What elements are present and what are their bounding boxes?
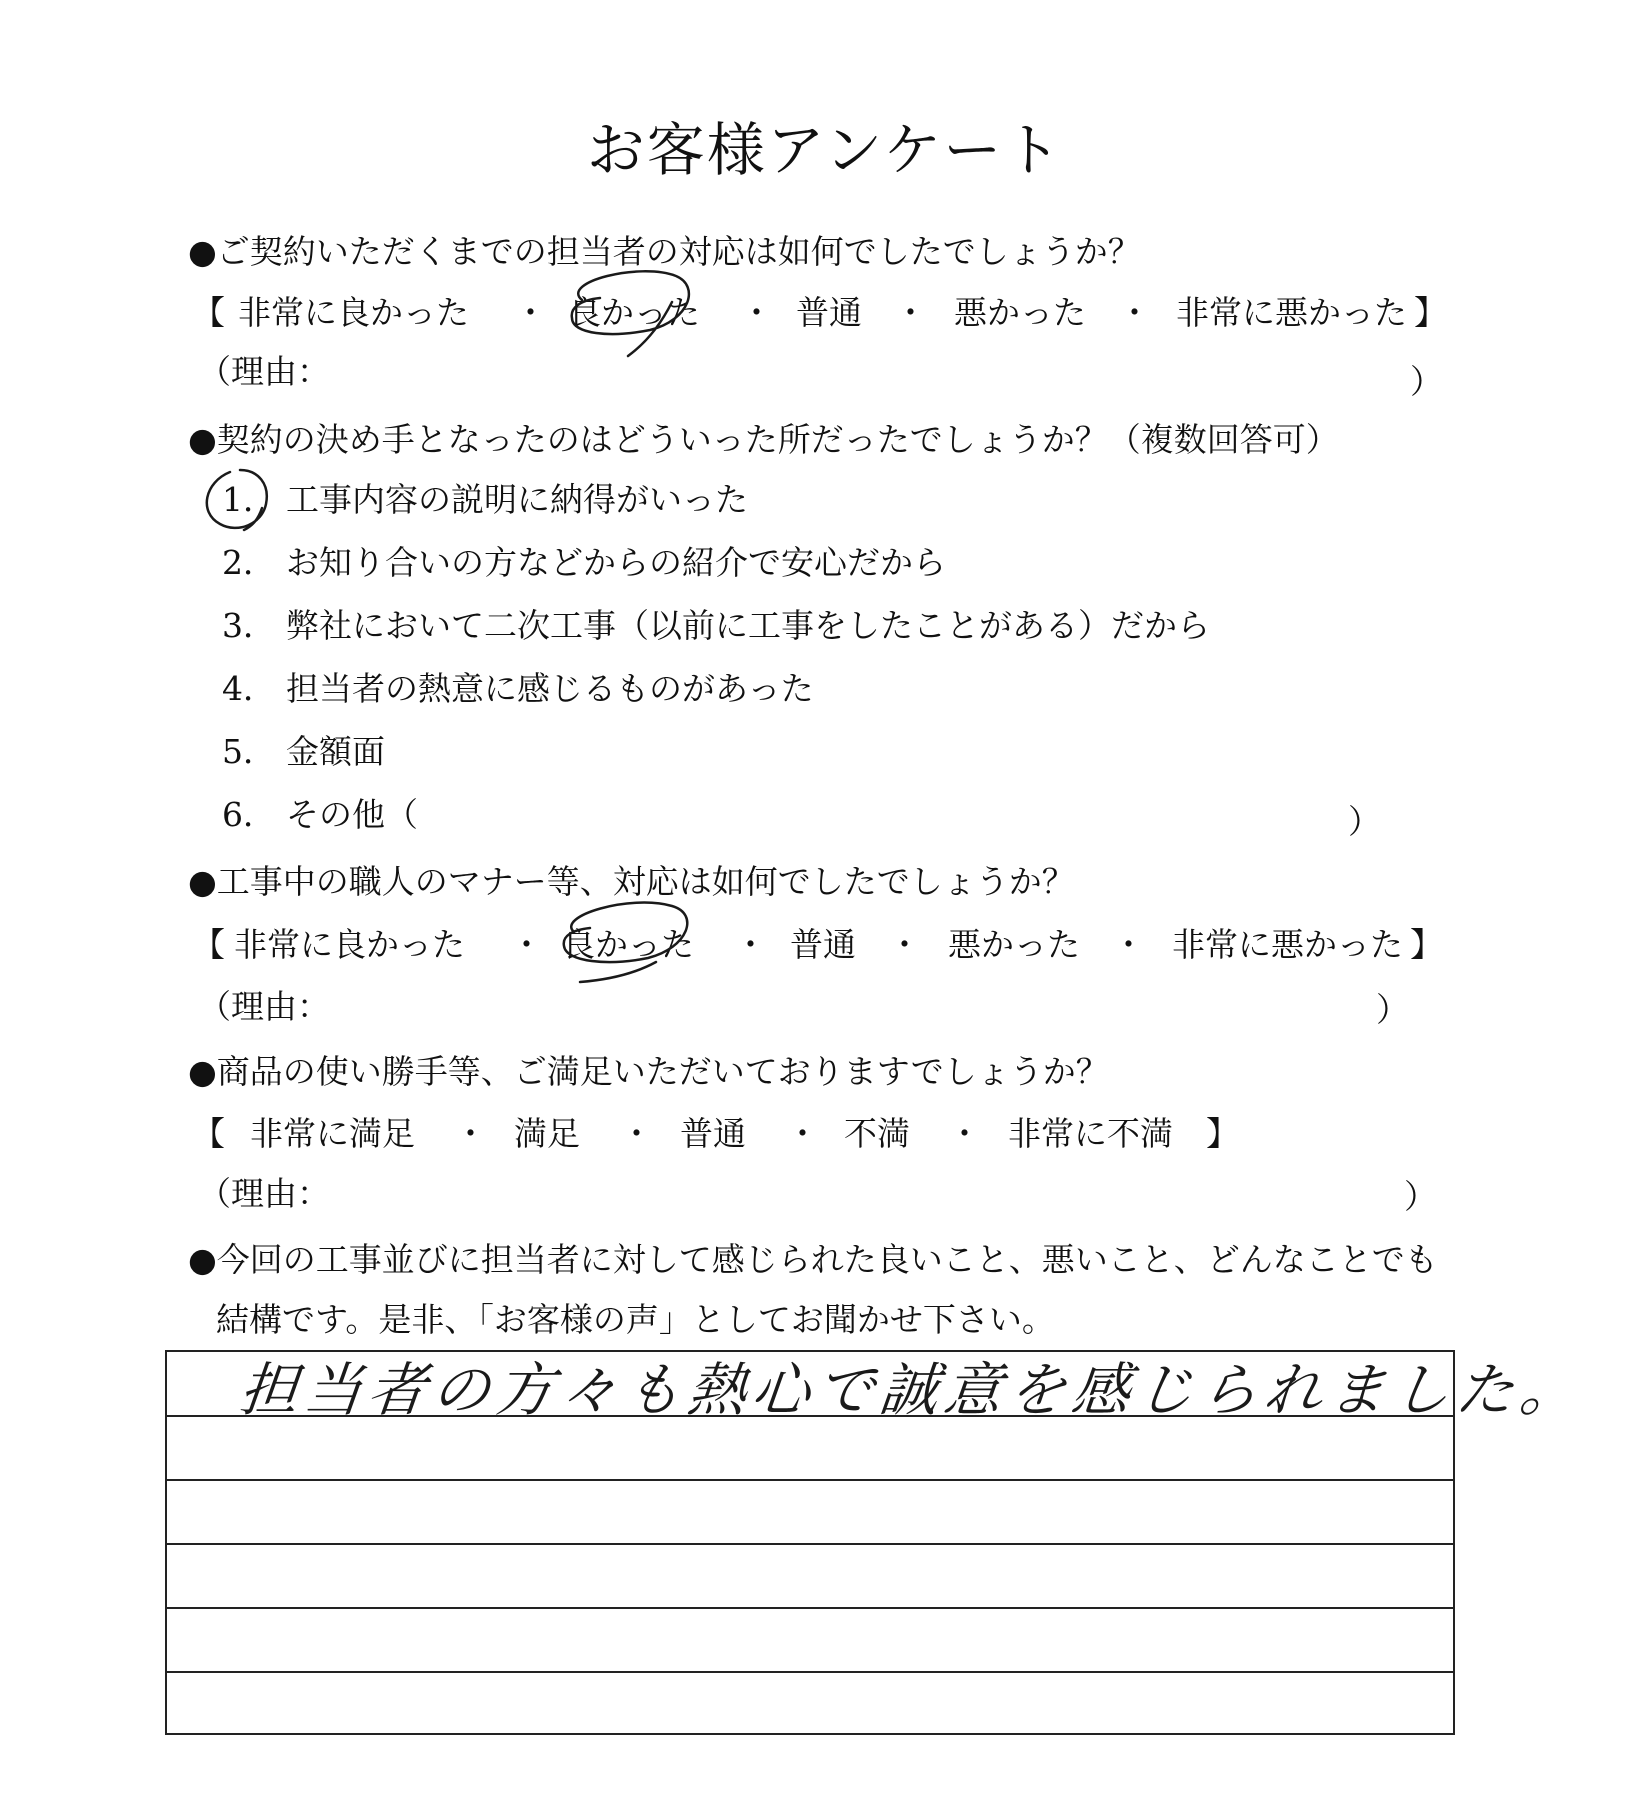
q4-choice-very-dissatisfied[interactable]: 非常に不満: [1008, 1114, 1173, 1153]
q3-choice-very-bad[interactable]: 非常に悪かった: [1172, 925, 1403, 964]
option-number: 2．: [222, 543, 276, 582]
q3-choice-normal[interactable]: 普通: [790, 925, 856, 964]
q3-choice-bad[interactable]: 悪かった: [948, 925, 1080, 964]
question-3: ●工事中の職人のマナー等、対応は如何でしたでしょうか？: [188, 862, 1075, 901]
ruled-line: [167, 1671, 1453, 1673]
option-number: 6．: [222, 795, 276, 834]
option-text: 金額面: [286, 732, 385, 771]
option-number: 4．: [222, 669, 276, 708]
separator: ・: [894, 293, 927, 332]
separator: ・: [888, 925, 921, 964]
option-text: その他（: [286, 795, 418, 834]
option-text: 弊社において二次工事（以前に工事をしたことがある）だから: [286, 606, 1210, 645]
option-number: 5．: [222, 732, 276, 771]
option-text: 工事内容の説明に納得がいった: [286, 480, 748, 519]
q1-choice-normal[interactable]: 普通: [796, 293, 862, 332]
separator: ・: [734, 925, 767, 964]
question-4: ●商品の使い勝手等、ご満足いただいておりますでしょうか？: [188, 1052, 1109, 1091]
q1-reason-close-paren: ）: [1410, 362, 1443, 401]
q1-choice-bad[interactable]: 悪かった: [954, 293, 1086, 332]
q2-other-close-paren: ）: [1348, 802, 1381, 841]
separator: ・: [786, 1114, 819, 1153]
q3-reason-label: （理由：: [198, 987, 330, 1026]
option-text: お知り合いの方などからの紹介で安心だから: [286, 543, 946, 582]
option-text: 担当者の熱意に感じるものがあった: [286, 669, 814, 708]
q3-choices: [192, 923, 1452, 967]
q3-choice-good[interactable]: 良かった: [562, 925, 694, 964]
separator: ・: [454, 1114, 487, 1153]
separator: ・: [514, 293, 547, 332]
handwritten-answer: 担当者の方々も熱心で誠意を感じられました。: [236, 1356, 1588, 1424]
open-bracket: 【: [192, 1114, 225, 1153]
q4-choice-normal[interactable]: 普通: [680, 1114, 746, 1153]
separator: ・: [948, 1114, 981, 1153]
separator: ・: [620, 1114, 653, 1153]
question-5-line-2: 結構です。是非、「お客様の声」としてお聞かせ下さい。: [216, 1300, 1055, 1339]
option-number: 3．: [222, 606, 276, 645]
q3-reason-close-paren: ）: [1376, 990, 1409, 1029]
q4-choices: [192, 1112, 1452, 1156]
q1-reason-label: （理由：: [198, 352, 330, 391]
separator: ・: [1112, 925, 1145, 964]
q4-choice-satisfied[interactable]: 満足: [514, 1114, 580, 1153]
q4-choice-very-satisfied[interactable]: 非常に満足: [250, 1114, 415, 1153]
open-bracket: 【: [192, 925, 225, 964]
close-bracket: 】: [1206, 1114, 1239, 1153]
close-bracket: 】: [1410, 925, 1443, 964]
q1-choice-very-good[interactable]: 非常に良かった: [238, 293, 469, 332]
separator: ・: [740, 293, 773, 332]
page-title: お客様アンケート: [586, 116, 1064, 184]
ruled-line: [167, 1543, 1453, 1545]
option-number: 1．: [222, 480, 276, 519]
q3-choice-very-good[interactable]: 非常に良かった: [234, 925, 465, 964]
q2-option-2[interactable]: [222, 541, 946, 585]
q1-choices: [192, 291, 1452, 335]
q2-option-3[interactable]: [222, 604, 1210, 648]
question-1: ●ご契約いただくまでの担当者の対応は如何でしたでしょうか？: [188, 232, 1141, 271]
ruled-line: [167, 1479, 1453, 1481]
q4-choice-dissatisfied[interactable]: 不満: [844, 1114, 910, 1153]
q1-choice-very-bad[interactable]: 非常に悪かった: [1176, 293, 1407, 332]
q4-reason-label: （理由：: [198, 1174, 330, 1213]
ruled-line: [167, 1607, 1453, 1609]
q2-option-4[interactable]: [222, 667, 814, 711]
separator: ・: [1118, 293, 1151, 332]
open-bracket: 【: [192, 293, 225, 332]
separator: ・: [510, 925, 543, 964]
question-5-line-1: ●今回の工事並びに担当者に対して感じられた良いこと、悪いこと、どんなことでも: [188, 1240, 1438, 1279]
q2-option-1[interactable]: [222, 478, 748, 522]
q1-choice-good[interactable]: 良かった: [568, 293, 700, 332]
question-2: ●契約の決め手となったのはどういった所だったでしょうか？（複数回答可）: [188, 420, 1339, 459]
close-bracket: 】: [1414, 293, 1447, 332]
q2-option-5[interactable]: [222, 730, 385, 774]
q2-option-6[interactable]: [222, 793, 418, 837]
q4-reason-close-paren: ）: [1404, 1177, 1437, 1216]
